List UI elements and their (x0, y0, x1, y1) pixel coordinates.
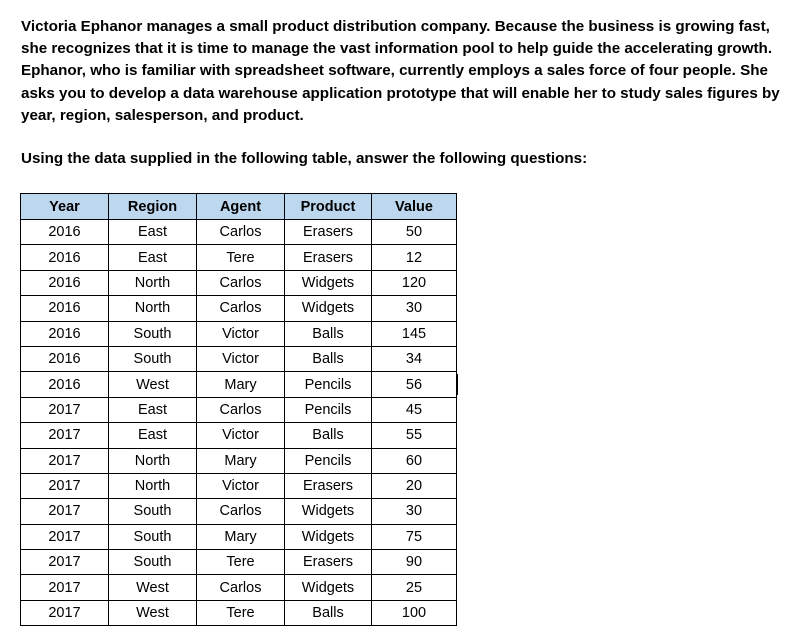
cell-product: Widgets (285, 296, 372, 321)
cell-value: 25 (372, 575, 457, 600)
cell-agent: Tere (197, 600, 285, 625)
cell-region: East (109, 397, 197, 422)
header-year: Year (21, 194, 109, 220)
cell-year: 2016 (21, 372, 109, 397)
cell-value: 20 (372, 473, 457, 498)
cell-year: 2017 (21, 448, 109, 473)
table-row (21, 296, 457, 321)
cell-value: 12 (372, 245, 457, 270)
table-row (21, 397, 457, 422)
cell-agent: Carlos (197, 397, 285, 422)
cell-year: 2017 (21, 423, 109, 448)
cell-agent: Carlos (197, 499, 285, 524)
cell-agent: Victor (197, 473, 285, 498)
cell-value: 45 (372, 397, 457, 422)
cell-product: Erasers (285, 473, 372, 498)
cell-year: 2017 (21, 600, 109, 625)
cell-region: South (109, 524, 197, 549)
cell-year: 2017 (21, 473, 109, 498)
header-agent: Agent (197, 194, 285, 220)
cell-agent: Carlos (197, 575, 285, 600)
header-product: Product (285, 194, 372, 220)
cell-region: South (109, 346, 197, 371)
cell-year: 2017 (21, 524, 109, 549)
cell-region: North (109, 270, 197, 295)
cell-year: 2017 (21, 575, 109, 600)
sales-table (20, 193, 457, 626)
cell-value: 56 (372, 372, 457, 397)
cell-year: 2016 (21, 346, 109, 371)
table-row (21, 270, 457, 295)
table-row (21, 499, 457, 524)
cell-agent: Carlos (197, 270, 285, 295)
header-region: Region (109, 194, 197, 220)
cell-value: 100 (372, 600, 457, 625)
cell-product: Erasers (285, 220, 372, 245)
cell-year: 2016 (21, 296, 109, 321)
table-row (21, 245, 457, 270)
cell-agent: Victor (197, 423, 285, 448)
cell-region: North (109, 448, 197, 473)
cell-product: Erasers (285, 550, 372, 575)
cell-region: West (109, 600, 197, 625)
text-cursor (457, 374, 458, 395)
cell-value: 30 (372, 296, 457, 321)
cell-agent: Tere (197, 550, 285, 575)
cell-value: 75 (372, 524, 457, 549)
cell-product: Balls (285, 423, 372, 448)
cell-product: Widgets (285, 270, 372, 295)
table-body (21, 220, 457, 626)
cell-product: Pencils (285, 372, 372, 397)
table-row (21, 524, 457, 549)
cell-year: 2016 (21, 270, 109, 295)
cell-value: 55 (372, 423, 457, 448)
table-row (21, 321, 457, 346)
table-row (21, 346, 457, 371)
cell-region: East (109, 245, 197, 270)
cell-value: 60 (372, 448, 457, 473)
table-row (21, 473, 457, 498)
cell-region: West (109, 575, 197, 600)
cell-product: Widgets (285, 499, 372, 524)
cell-product: Balls (285, 321, 372, 346)
cell-agent: Mary (197, 372, 285, 397)
cell-region: West (109, 372, 197, 397)
table-row (21, 423, 457, 448)
cell-year: 2016 (21, 220, 109, 245)
cell-value: 50 (372, 220, 457, 245)
cell-product: Widgets (285, 575, 372, 600)
table-row (21, 372, 457, 397)
cell-value: 30 (372, 499, 457, 524)
cell-agent: Victor (197, 321, 285, 346)
cell-region: South (109, 321, 197, 346)
cell-product: Pencils (285, 397, 372, 422)
cell-agent: Carlos (197, 296, 285, 321)
cell-product: Pencils (285, 448, 372, 473)
cell-region: East (109, 423, 197, 448)
cell-region: South (109, 550, 197, 575)
cell-agent: Carlos (197, 220, 285, 245)
cell-region: North (109, 296, 197, 321)
cell-product: Widgets (285, 524, 372, 549)
table-row (21, 575, 457, 600)
cell-value: 145 (372, 321, 457, 346)
cell-product: Balls (285, 600, 372, 625)
cell-product: Balls (285, 346, 372, 371)
cell-value: 34 (372, 346, 457, 371)
cell-region: South (109, 499, 197, 524)
cell-region: East (109, 220, 197, 245)
cell-year: 2016 (21, 245, 109, 270)
cell-year: 2017 (21, 499, 109, 524)
cell-year: 2016 (21, 321, 109, 346)
cell-region: North (109, 473, 197, 498)
cell-value: 120 (372, 270, 457, 295)
cell-year: 2017 (21, 397, 109, 422)
cell-year: 2017 (21, 550, 109, 575)
header-value: Value (372, 194, 457, 220)
table-row (21, 600, 457, 625)
cell-agent: Mary (197, 448, 285, 473)
cell-agent: Victor (197, 346, 285, 371)
table-row (21, 220, 457, 245)
table-row (21, 448, 457, 473)
question-prompt: Using the data supplied in the following table, answer the following questions: (21, 150, 588, 167)
table-header-row (21, 194, 457, 220)
cell-agent: Mary (197, 524, 285, 549)
intro-paragraph: Victoria Ephanor manages a small product distribution company. Because the business is growing fast, she recognizes that it is time to manage the vast information pool to help guide the accelerating growth. Ephanor, who is familiar with spreadsheet software, currently employs a sales force of four people. She asks you to develop a data warehouse application prototype that will enable her to study sales figures by year, region, salesperson, and product. (21, 18, 780, 124)
cell-value: 90 (372, 550, 457, 575)
table-row (21, 550, 457, 575)
cell-product: Erasers (285, 245, 372, 270)
cell-agent: Tere (197, 245, 285, 270)
